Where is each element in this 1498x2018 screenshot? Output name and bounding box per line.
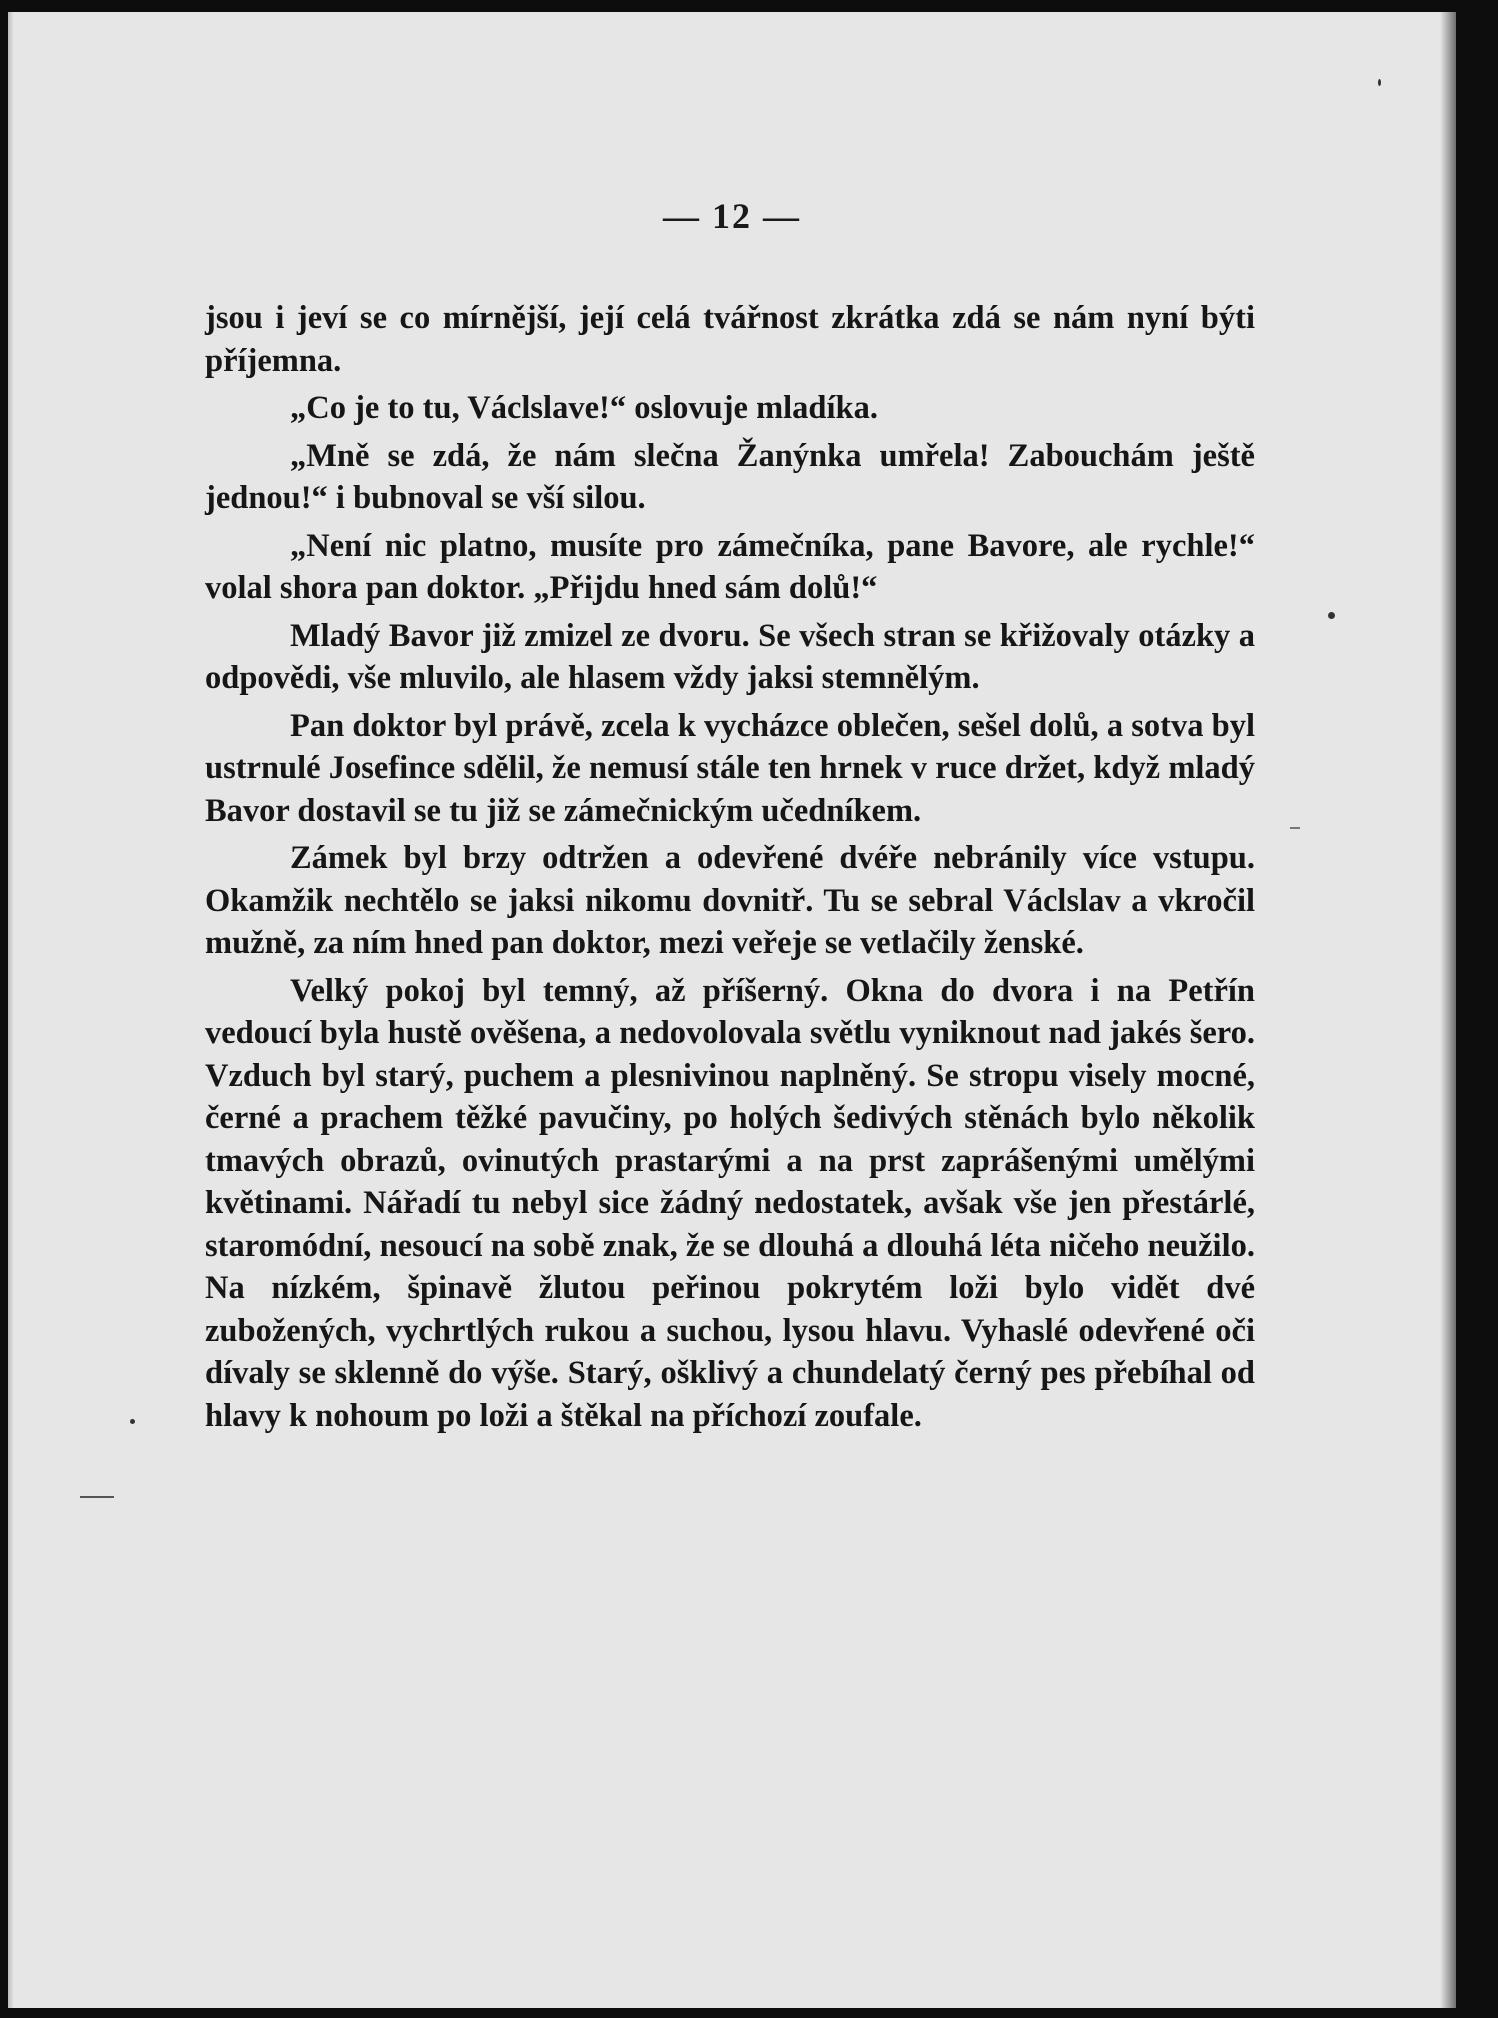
scan-left-edge [8, 12, 14, 2008]
scan-speck [1328, 612, 1335, 619]
paragraph: „Co je to tu, Václslave!“ oslovuje mladíka. [290, 390, 878, 426]
book-page [8, 12, 1456, 2008]
paragraph: „Mně se zdá, že nám slečna Žanýnka umřela! Zabouchám ještě jednou!“ i bubnoval se vší silou. [205, 437, 1255, 516]
page-number: — 12 — [663, 196, 801, 236]
paragraph: jsou i jeví se co mírnější, její celá tvářnost zkrátka zdá se nám nyní býti příjemna. [205, 300, 1255, 379]
body-text [205, 297, 1255, 1437]
scan-speck [130, 1419, 135, 1424]
paragraph: Velký pokoj byl temný, až příšerný. Okna do dvora i na Petřín vedoucí byla hustě ověšena, a nedovolovala světlu vyniknout nad jakés šero. Vzduch byl starý, puchem a plesnivinou naplněný. Se stropu visely mocné, černé a prachem těžké pavučiny, po holých šedivých stěnách bylo několik tmavých obrazů, ovinutých prastarými a na prst zaprášenými umělými květinami. Nářadí tu nebyl sice žádný nedostatek, avšak vše jen přestárlé, staromódní, nesoucí na sobě znak, že se dlouhá a dlouhá léta ničeho neužilo. Na nízkém, špinavě žlutou peřinou pokrytém loži bylo vidět dvé zubožených, vychrtlých rukou a suchou, lysou hlavu. Vyhaslé odevřené oči dívaly se sklenně do výše. Starý, ošklivý a chundelatý černý pes přebíhal od hlavy k nohoum po loži a štěkal na příchozí zoufale. [205, 972, 1255, 1434]
paragraph: Zámek byl brzy odtržen a odevřené dvéře nebránily více vstupu. Okamžik nechtělo se jaksi nikomu dovnitř. Tu se sebral Václslav a vkročil mužně, za ním hned pan doktor, mezi veřeje se vetlačily ženské. [205, 840, 1255, 961]
paragraph: Pan doktor byl právě, zcela k vycházce oblečen, sešel dolů, a sotva byl ustrnulé Josefince sdělil, že nemusí stále ten hrnek v ruce držet, když mladý Bavor dostavil se tu již se zámečnickým učedníkem. [205, 707, 1255, 829]
scan-speck [1290, 827, 1300, 829]
scan-speck [80, 1496, 114, 1498]
paragraph: Mladý Bavor již zmizel ze dvoru. Se všech stran se křižovaly otázky a odpovědi, vše mluvilo, ale hlasem vždy jaksi stemnělým. [205, 617, 1255, 696]
scan-right-shadow [1440, 12, 1456, 2008]
scan-speck [1378, 79, 1381, 86]
paragraph: „Není nic platno, musíte pro zámečníka, pane Bavore, ale rychle!“ volal shora pan doktor. „Přijdu hned sám dolů!“ [205, 527, 1255, 606]
